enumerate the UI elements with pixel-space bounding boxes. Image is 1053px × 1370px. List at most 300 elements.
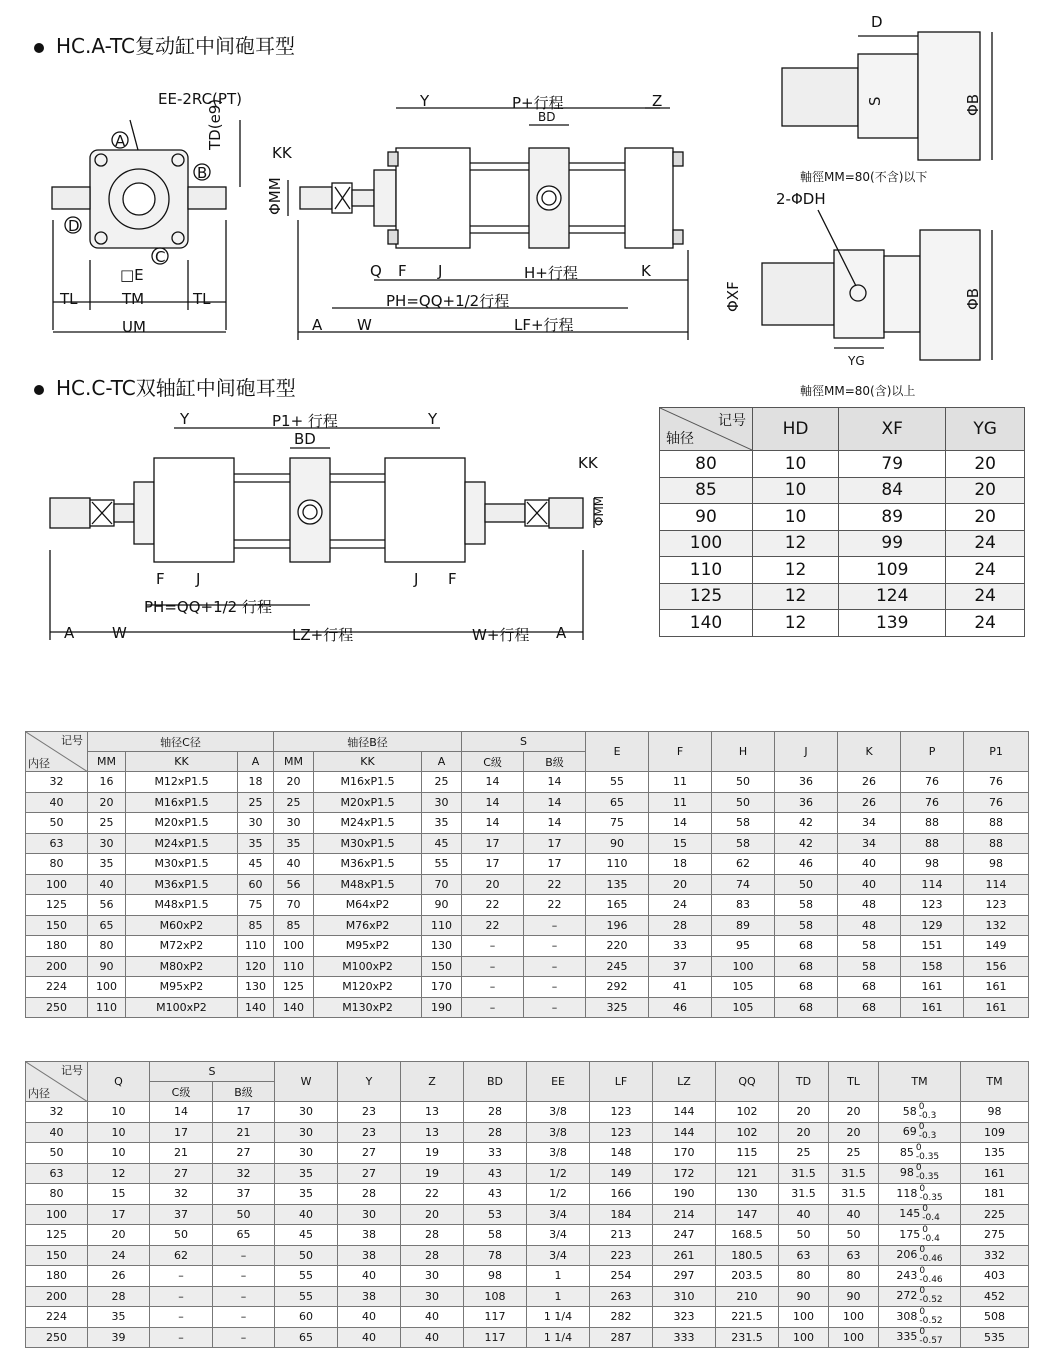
table-cell: 30 [338, 1204, 401, 1225]
table-cell: 24 [88, 1245, 150, 1266]
table-cell: 80 [88, 936, 126, 957]
table-cell: 40 [274, 854, 314, 875]
table-cell: 25 [422, 772, 462, 793]
table-cell: 62 [712, 854, 775, 875]
table-row [26, 977, 1029, 998]
table-cell: 50 [150, 1225, 213, 1246]
table-cell: 10 [753, 504, 839, 531]
col-w: W [275, 1062, 338, 1102]
table-cell: 1 [527, 1266, 590, 1287]
table-cell: 40 [401, 1327, 464, 1348]
table-cell: 28 [464, 1102, 527, 1123]
table-cell: 100 [829, 1327, 879, 1348]
table-cell: M95xP2 [314, 936, 422, 957]
table-cell: 220 [586, 936, 649, 957]
tolerance-upper: 0 [919, 1183, 926, 1194]
table-cell: 14 [462, 813, 524, 834]
label-y-left: Y [180, 410, 190, 428]
label-y-right: Y [428, 410, 438, 428]
table-cell: 129 [901, 915, 964, 936]
table-cell: 50 [712, 772, 775, 793]
tm-value: 69 [902, 1125, 917, 1139]
table-cell: 34 [838, 813, 901, 834]
table-cell: 130 [422, 936, 462, 957]
label-phi-b2: ΦB [964, 287, 982, 310]
table-cell: 210 [716, 1286, 779, 1307]
sub-s-c: C级 [462, 752, 524, 772]
table-cell: 100 [660, 530, 753, 557]
tolerance-upper: 0 [919, 1265, 926, 1276]
table-cell: 60 [275, 1307, 338, 1328]
table-cell [879, 1163, 961, 1184]
tolerance-lower: -0.46 [919, 1254, 943, 1265]
table-cell: 40 [26, 1122, 88, 1143]
table-cell: 46 [775, 854, 838, 875]
table-cell: 17 [524, 833, 586, 854]
table-cell: 31.5 [779, 1163, 829, 1184]
table-cell: 117 [464, 1327, 527, 1348]
table-row [660, 451, 1025, 478]
table-cell: 21 [150, 1143, 213, 1164]
table-cell: M95xP2 [126, 977, 238, 998]
table-cell: 132 [964, 915, 1029, 936]
table-cell: 68 [775, 977, 838, 998]
sub-kk-b: KK [314, 752, 422, 772]
table-cell: M36xP1.5 [314, 854, 422, 875]
table-cell [879, 1204, 961, 1225]
label-bd2: BD [294, 430, 316, 448]
table-cell: 225 [961, 1204, 1029, 1225]
table-cell: 1 1/4 [527, 1327, 590, 1348]
group-b: 轴径B径 [274, 732, 462, 752]
sub-mm-c: MM [88, 752, 126, 772]
table-cell: 200 [26, 1286, 88, 1307]
table-cell: 14 [524, 792, 586, 813]
table-cell: 38 [338, 1245, 401, 1266]
table-cell [879, 1122, 961, 1143]
table-cell: 200 [26, 956, 88, 977]
table-row [26, 1102, 1029, 1123]
table-cell: 40 [275, 1204, 338, 1225]
table-cell: 100 [779, 1327, 829, 1348]
table-cell: 24 [649, 895, 712, 916]
tm-tolerance [916, 1144, 939, 1162]
table-row [26, 1245, 1029, 1266]
table-cell: 24 [946, 557, 1025, 584]
table-cell: M60xP2 [126, 915, 238, 936]
col-k: K [838, 732, 901, 772]
diag-header-2: 记号 内径 [26, 1062, 88, 1102]
table-cell: 13 [401, 1102, 464, 1123]
table-cell: 149 [590, 1163, 653, 1184]
table-cell: 25 [238, 792, 274, 813]
tm-value: 206 [896, 1248, 918, 1262]
table-cell: 508 [961, 1307, 1029, 1328]
table-cell: 25 [274, 792, 314, 813]
table-cell: 100 [779, 1307, 829, 1328]
tm-tolerance [919, 1328, 942, 1346]
table-cell: 17 [88, 1204, 150, 1225]
table-cell: 13 [401, 1122, 464, 1143]
table-cell: 30 [275, 1143, 338, 1164]
tm-tolerance [919, 1308, 942, 1326]
tolerance-lower: -0.46 [919, 1274, 943, 1285]
tm-value: 58 [902, 1104, 917, 1118]
table-cell: 50 [779, 1225, 829, 1246]
table-cell: 30 [275, 1102, 338, 1123]
table-cell: 90 [422, 895, 462, 916]
table-cell: 62 [150, 1245, 213, 1266]
table-cell: 32 [213, 1163, 275, 1184]
label-tl-right: TL [193, 290, 211, 308]
table-cell: 108 [464, 1286, 527, 1307]
table-row [660, 530, 1025, 557]
table-cell [879, 1184, 961, 1205]
table-cell: M120xP2 [314, 977, 422, 998]
col-f: F [649, 732, 712, 772]
table-cell: 55 [586, 772, 649, 793]
table-cell: 75 [586, 813, 649, 834]
table-cell: 110 [88, 997, 126, 1018]
table-cell: 30 [88, 833, 126, 854]
table-cell: – [213, 1307, 275, 1328]
label-y: Y [420, 92, 430, 110]
table-cell: 55 [275, 1266, 338, 1287]
table-cell: 48 [838, 915, 901, 936]
table-cell: 48 [838, 895, 901, 916]
table-cell: 65 [88, 915, 126, 936]
table-cell: 168.5 [716, 1225, 779, 1246]
table-cell: 76 [901, 772, 964, 793]
col-tm2: TM [961, 1062, 1029, 1102]
table-cell: 125 [26, 1225, 88, 1246]
table-cell: 100 [712, 956, 775, 977]
table-cell: 30 [275, 1122, 338, 1143]
col-j: J [775, 732, 838, 772]
table-cell: M130xP2 [314, 997, 422, 1018]
table-cell: 1 1/4 [527, 1307, 590, 1328]
table-cell: 76 [901, 792, 964, 813]
table-cell: M64xP2 [314, 895, 422, 916]
label-h: H+行程 [524, 264, 578, 282]
label-lf: LF+行程 [514, 316, 574, 334]
table-cell: 261 [653, 1245, 716, 1266]
table-cell: 100 [829, 1307, 879, 1328]
col-bd: BD [464, 1062, 527, 1102]
table-cell: 105 [712, 997, 775, 1018]
table-cell: 20 [779, 1102, 829, 1123]
table-cell: 83 [712, 895, 775, 916]
table-cell: 12 [88, 1163, 150, 1184]
table-row [26, 874, 1029, 895]
label-um: UM [122, 318, 146, 336]
table-row [660, 504, 1025, 531]
table-cell: 100 [26, 1204, 88, 1225]
table-cell: 80 [26, 1184, 88, 1205]
table-cell: 58 [775, 915, 838, 936]
table-cell: 30 [401, 1286, 464, 1307]
table-cell: 30 [274, 813, 314, 834]
tm-tolerance [919, 1185, 942, 1203]
table-cell: 18 [649, 854, 712, 875]
table-cell: 35 [275, 1163, 338, 1184]
table-cell: 149 [964, 936, 1029, 957]
table-cell: – [150, 1327, 213, 1348]
table-cell: 125 [274, 977, 314, 998]
table-cell: 58 [464, 1225, 527, 1246]
table-cell: 38 [338, 1225, 401, 1246]
col-hd: HD [753, 408, 839, 451]
table-cell: 84 [839, 477, 946, 504]
table-cell: 135 [961, 1143, 1029, 1164]
table-cell: 109 [961, 1122, 1029, 1143]
tolerance-lower: -0.35 [915, 1151, 940, 1162]
table-cell: 221.5 [716, 1307, 779, 1328]
table-cell: 100 [26, 874, 88, 895]
table-cell: M36xP1.5 [126, 874, 238, 895]
label-j-right: J [414, 570, 419, 588]
table-cell: 20 [649, 874, 712, 895]
table-cell: 63 [829, 1245, 879, 1266]
table-cell: 24 [946, 583, 1025, 610]
table-cell: 110 [238, 936, 274, 957]
table-cell: 180.5 [716, 1245, 779, 1266]
table-cell: 68 [775, 956, 838, 977]
table-cell: 76 [964, 772, 1029, 793]
table-cell: 28 [338, 1184, 401, 1205]
table-cell: 26 [838, 772, 901, 793]
table-cell: – [213, 1245, 275, 1266]
table-cell: 50 [26, 1143, 88, 1164]
table-row [26, 1163, 1029, 1184]
section1-title: HC.A-TC复动缸中间砲耳型 [34, 30, 295, 59]
col-lz: LZ [653, 1062, 716, 1102]
table-cell: 190 [653, 1184, 716, 1205]
sub-kk-c: KK [126, 752, 238, 772]
table-cell: 37 [213, 1184, 275, 1205]
label-q: Q [370, 262, 382, 280]
table-cell: M24xP1.5 [126, 833, 238, 854]
table-cell: 250 [26, 997, 88, 1018]
label-bd: BD [538, 110, 556, 124]
table-cell: – [524, 956, 586, 977]
table-cell: 41 [649, 977, 712, 998]
table-cell: 124 [839, 583, 946, 610]
table-cell: 88 [901, 833, 964, 854]
table-cell: 98 [964, 854, 1029, 875]
table-cell: 20 [779, 1122, 829, 1143]
table-cell: 23 [338, 1102, 401, 1123]
col-y: Y [338, 1062, 401, 1102]
table-cell: 33 [649, 936, 712, 957]
table-cell: 11 [649, 772, 712, 793]
label-tl-left: TL [60, 290, 78, 308]
table-cell: 50 [775, 874, 838, 895]
label-a-left: A [64, 624, 75, 642]
table-cell: 1 [527, 1286, 590, 1307]
table-cell: 45 [422, 833, 462, 854]
label-yg: YG [848, 354, 865, 368]
table-cell: 55 [422, 854, 462, 875]
table-cell: 1/2 [527, 1184, 590, 1205]
table-cell: M20xP1.5 [126, 813, 238, 834]
table-cell: 172 [653, 1163, 716, 1184]
label-f-right: F [448, 570, 457, 588]
table-cell: 98 [901, 854, 964, 875]
table-cell: 150 [26, 1245, 88, 1266]
table-cell: 120 [238, 956, 274, 977]
label-ee: EE-2RC(PT) [158, 90, 242, 108]
col-td: TD [779, 1062, 829, 1102]
table-row [660, 610, 1025, 637]
tolerance-lower: -0.52 [919, 1295, 943, 1306]
col-xf: XF [839, 408, 946, 451]
table-cell: 332 [961, 1245, 1029, 1266]
table-cell: 161 [901, 997, 964, 1018]
table-row [26, 895, 1029, 916]
table-cell: 180 [26, 936, 88, 957]
table-cell: 297 [653, 1266, 716, 1287]
table-cell: 151 [901, 936, 964, 957]
table-cell: 3/4 [527, 1245, 590, 1266]
diag-header: 记号 轴径 [660, 408, 753, 451]
label-d: D [871, 13, 883, 31]
table-cell: 95 [712, 936, 775, 957]
table-cell: 25 [779, 1143, 829, 1164]
sub-s-b2: B级 [213, 1082, 275, 1102]
table-cell: M80xP2 [126, 956, 238, 977]
table-row [26, 792, 1029, 813]
table-cell [879, 1102, 961, 1123]
table-cell: 17 [462, 833, 524, 854]
table-cell: 184 [590, 1204, 653, 1225]
table-cell: 40 [26, 792, 88, 813]
table-cell: 20 [88, 792, 126, 813]
label-z: Z [652, 92, 663, 110]
table-cell: 125 [26, 895, 88, 916]
tm-value: 85 [899, 1145, 914, 1159]
table-cell: 98 [464, 1266, 527, 1287]
table-cell: 135 [586, 874, 649, 895]
table-row [26, 1286, 1029, 1307]
label-phi-xf: ΦXF [724, 281, 742, 312]
table-cell: 26 [838, 792, 901, 813]
table-cell: 63 [26, 1163, 88, 1184]
label-j-left: J [196, 570, 201, 588]
table-cell: 22 [462, 915, 524, 936]
table-cell: 150 [422, 956, 462, 977]
table-cell: 35 [238, 833, 274, 854]
tolerance-upper: 0 [919, 1245, 926, 1256]
table-cell: 28 [649, 915, 712, 936]
table-cell: 35 [88, 854, 126, 875]
table-row [26, 1184, 1029, 1205]
table-cell: 36 [775, 792, 838, 813]
table-cell: 114 [901, 874, 964, 895]
table-cell: 247 [653, 1225, 716, 1246]
table-cell: 76 [964, 792, 1029, 813]
tm-tolerance [919, 1123, 937, 1141]
label-f: F [398, 262, 407, 280]
table-cell: 123 [901, 895, 964, 916]
table-cell: – [150, 1307, 213, 1328]
note-below-80: 軸徑MM=80(不含)以下 [800, 170, 928, 184]
table-cell: 24 [946, 610, 1025, 637]
table-cell: 14 [462, 792, 524, 813]
table-cell: 123 [590, 1102, 653, 1123]
table-cell: 161 [961, 1163, 1029, 1184]
table-cell: 3/4 [527, 1204, 590, 1225]
table-cell: 323 [653, 1307, 716, 1328]
col-lf: LF [590, 1062, 653, 1102]
table-cell: 180 [26, 1266, 88, 1287]
table-cell: 214 [653, 1204, 716, 1225]
table-cell: 85 [238, 915, 274, 936]
table-cell: – [524, 977, 586, 998]
table-cell: 38 [338, 1286, 401, 1307]
table-cell: 14 [462, 772, 524, 793]
tm-value: 335 [896, 1330, 918, 1344]
table-cell: 3/4 [527, 1225, 590, 1246]
table-cell: 90 [88, 956, 126, 977]
table-cell: 100 [274, 936, 314, 957]
table-cell: 287 [590, 1327, 653, 1348]
table-cell: 58 [775, 895, 838, 916]
tm-value: 98 [899, 1166, 914, 1180]
shaft-table [659, 407, 1025, 637]
table-cell: – [150, 1266, 213, 1287]
table-cell: 30 [401, 1266, 464, 1287]
table-cell: 190 [422, 997, 462, 1018]
table-cell: 150 [26, 915, 88, 936]
table-cell: 14 [524, 772, 586, 793]
table-cell: 90 [660, 504, 753, 531]
table-cell: 130 [716, 1184, 779, 1205]
table-cell: 245 [586, 956, 649, 977]
tolerance-upper: 0 [919, 1327, 926, 1338]
table-cell: 79 [839, 451, 946, 478]
table-cell: 70 [274, 895, 314, 916]
table-cell: 3/8 [527, 1143, 590, 1164]
table-row [26, 1122, 1029, 1143]
table-row [26, 854, 1029, 875]
table-cell: 40 [838, 854, 901, 875]
table-cell: 102 [716, 1102, 779, 1123]
col-p: P [901, 732, 964, 772]
label-c-circle: C [155, 248, 166, 266]
table-cell: – [462, 997, 524, 1018]
label-mm2: ΦMM [592, 495, 606, 526]
table-cell: 14 [524, 813, 586, 834]
table-cell: 50 [26, 813, 88, 834]
table-cell: 1/2 [527, 1163, 590, 1184]
label-d-circle: D [68, 217, 80, 235]
sub-a-b: A [422, 752, 462, 772]
table-cell: 114 [964, 874, 1029, 895]
tolerance-lower: -0.35 [915, 1172, 940, 1183]
table-row [26, 833, 1029, 854]
label-a-circle: A [115, 132, 126, 150]
table-cell: 40 [829, 1204, 879, 1225]
table-row [26, 1204, 1029, 1225]
table-cell: 43 [464, 1184, 527, 1205]
table-cell: 10 [88, 1122, 150, 1143]
table-cell: 117 [464, 1307, 527, 1328]
table-cell: 20 [946, 477, 1025, 504]
table-cell: 16 [88, 772, 126, 793]
table-cell: 275 [961, 1225, 1029, 1246]
table-cell: 50 [213, 1204, 275, 1225]
